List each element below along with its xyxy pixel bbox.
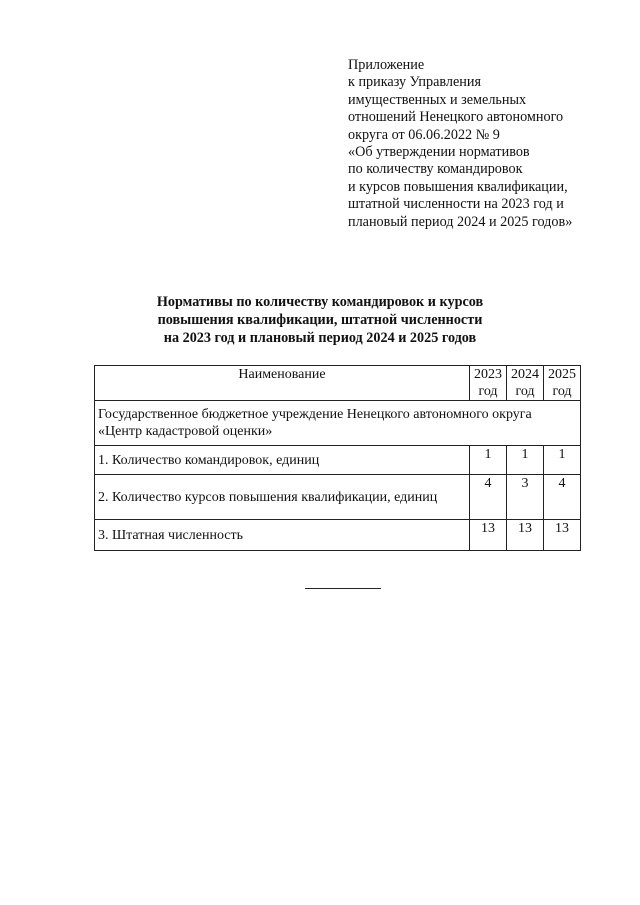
header-year: 2024 (511, 367, 539, 382)
table-row (95, 520, 581, 551)
row-name: 3. Штатная численность (95, 520, 470, 551)
appendix-line: имущественных и земельных (348, 91, 527, 108)
header-2023 (470, 366, 507, 401)
header-name: Наименование (95, 366, 470, 401)
appendix-header (348, 57, 572, 231)
title-line: Нормативы по количеству командировок и курсов (156, 294, 484, 310)
table-row (95, 446, 581, 475)
header-2024 (507, 366, 544, 401)
value-2023: 1 (470, 446, 507, 475)
header-unit: год (515, 384, 535, 399)
organization-row (95, 401, 581, 446)
header-unit: год (552, 384, 572, 399)
appendix-line: штатной численности на 2023 год и (348, 196, 564, 213)
value-2023: 13 (470, 520, 507, 551)
appendix-line: плановый период 2024 и 2025 годов» (348, 213, 573, 230)
value-2024: 3 (507, 475, 544, 520)
appendix-line: и курсов повышения квалификации, (348, 178, 568, 195)
appendix-line: отношений Ненецкого автономного (348, 109, 564, 126)
appendix-line: округа от 06.06.2022 № 9 (348, 126, 500, 143)
row-name: 1. Количество командировок, единиц (95, 446, 470, 475)
header-2025 (544, 366, 581, 401)
header-year: 2023 (474, 367, 502, 382)
value-2025: 13 (544, 520, 581, 551)
title-line: на 2023 год и плановый период 2024 и 2025 годов (163, 330, 477, 346)
value-2024: 1 (507, 446, 544, 475)
table-header-row (95, 366, 581, 401)
value-2025: 1 (544, 446, 581, 475)
header-year: 2025 (548, 367, 576, 382)
row-name: 2. Количество курсов повышения квалификации, единиц (95, 475, 470, 520)
table-row (95, 475, 581, 520)
value-2023: 4 (470, 475, 507, 520)
end-divider (305, 588, 381, 589)
document-title (0, 293, 640, 347)
norms-table (94, 365, 581, 551)
appendix-line: по количеству командировок (348, 161, 523, 178)
appendix-line: к приказу Управления (348, 74, 482, 91)
appendix-line: «Об утверждении нормативов (348, 144, 530, 161)
value-2025: 4 (544, 475, 581, 520)
appendix-line: Приложение (348, 57, 425, 73)
header-unit: год (478, 384, 498, 399)
title-line: повышения квалификации, штатной численности (157, 312, 483, 328)
value-2024: 13 (507, 520, 544, 551)
organization-name: Государственное бюджетное учреждение Ненецкого автономного округа «Центр кадастровой оценки» (95, 401, 581, 446)
